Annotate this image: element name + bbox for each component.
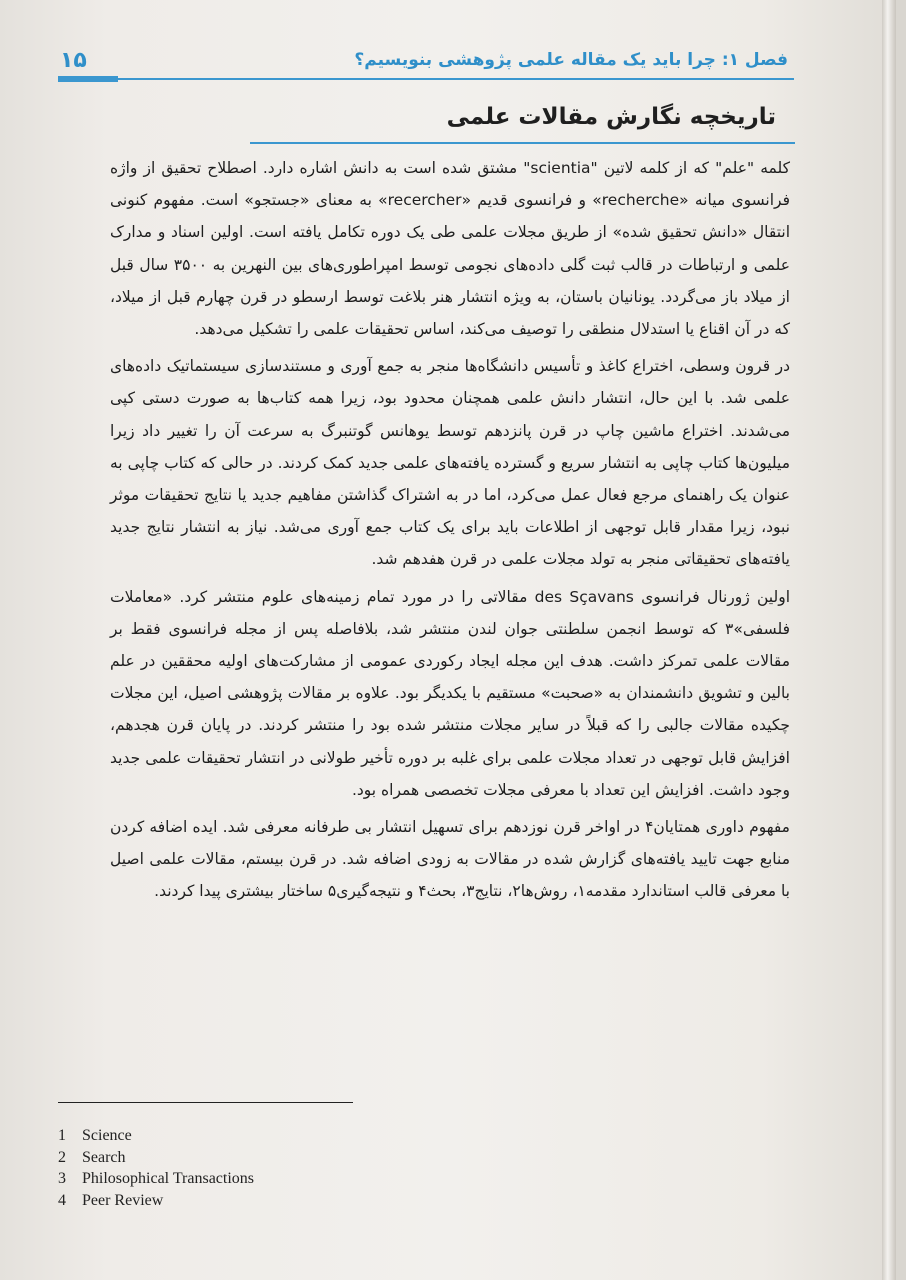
section-title: تاریخچه نگارش مقالات علمی [446, 104, 776, 130]
footnote-number: 1 [58, 1127, 66, 1144]
footnote-item [58, 1190, 358, 1212]
footnote-text: Philosophical Transactions [82, 1170, 255, 1187]
footnote-item [58, 1168, 358, 1190]
page-number: ۱۵ [60, 48, 87, 73]
header-rule-accent [58, 76, 118, 82]
running-header [58, 46, 794, 76]
footnotes [58, 1102, 358, 1211]
footnote-number: 2 [58, 1148, 66, 1166]
footnote-item [58, 1125, 358, 1147]
footnote-number: 4 [58, 1191, 66, 1209]
footnote-number: 3 [58, 1170, 66, 1187]
body-text [110, 152, 790, 913]
footnote-text: Search [82, 1148, 126, 1166]
footnote-text: Peer Review [82, 1191, 164, 1209]
footnote-item [58, 1147, 358, 1169]
header-rule [58, 78, 794, 80]
page-edge [882, 0, 896, 1280]
paragraph: کلمه "علم" که از کلمه لاتین "scientia" مشتق شده است به دانش اشاره دارد. اصطلاح تحقیق از واژه فرانسوی میانه «recherche» و فرانسوی قدیم «recercher» به معنای «جستجو» است. مفهوم کنونی انتقال «دانش تحقیق شده» از طریق مجلات علمی طی یک دوره تکامل یافته است. اولین اسناد و مدارک علمی و ارتباطات در قالب ثبت گلی داده‌های نجومی توسط امپراطوری‌های بین النهرین به ۳۵۰۰ سال قبل از میلاد باز می‌گردد. یونانیان باستان، به ویژه انتشار هنر بلاغت توسط ارسطو در قرن چهارم قبل از میلاد، که در آن اقناع یا استدلال منطقی را توصیف می‌کند، اساس تحقیقات علمی را تشکیل می‌دهد. [110, 159, 790, 339]
footnote-rule [58, 1102, 353, 1103]
paragraph: در قرون وسطی، اختراع کاغذ و تأسیس دانشگاه‌ها منجر به جمع آوری و مستندسازی سیستماتیک داده‌های علمی شد. با این حال، انتشار دانش علمی همچنان محدود بود، زیرا همه کتاب‌ها به صورت دستی کپی می‌شدند. اختراع ماشین چاپ در قرن پانزدهم توسط یوهانس گوتنبرگ به سرعت آن را تغییر داد زیرا میلیون‌ها کتاب چاپی به انتشار سریع و گسترده یافته‌های علمی جدید کمک کردند. در حالی که کتاب چاپی به عنوان یک راهنمای مرجع فعال عمل می‌کرد، اما در به اشتراک گذاشتن مفاهیم جدید یا نتایج تحقیقات موثر نبود، زیرا مقدار قابل توجهی از اطلاعات باید برای یک کتاب جمع آوری می‌شد. نیاز به انتشار نتایج جدید یافته‌های تحقیقاتی منجر به تولد مجلات علمی در قرن هفدهم شد. [110, 357, 790, 569]
chapter-title: فصل ۱: چرا باید یک مقاله علمی پژوهشی بنویسیم؟ [354, 50, 788, 70]
section-title-rule [250, 142, 795, 144]
paragraph: مفهوم داوری همتایان۴ در اواخر قرن نوزدهم برای تسهیل انتشار بی طرفانه معرفی شد. ایده اضافه کردن منابع جهت تایید یافته‌های گزارش شده در مقالات به زودی اضافه شد. در قرن بیستم، مقالات علمی اصیل با معرفی قالب استاندارد مقدمه۱، روش‌ها۲، نتایج۳، بحث۴ و نتیجه‌گیری۵ ساختار بیشتری پیدا کردند. [110, 818, 790, 901]
paragraph: اولین ژورنال فرانسوی des Sçavans مقالاتی را در مورد تمام زمینه‌های علوم منتشر کرد. «معاملات فلسفی»۳ که توسط انجمن سلطنتی جوان لندن منتشر شد، بلافاصله پس از مجله فرانسوی فقط بر مقالات علمی تمرکز داشت. هدف این مجله ایجاد رکوردی عمومی از مشارکت‌های اولیه محققین در علم بالین و تشویق دانشمندان به «صحبت» مستقیم با یکدیگر بود. علاوه بر مقالات پژوهشی اصیل، این مجلات چکیده مقالات جالبی را که قبلاً در سایر مجلات منتشر شده بود را منتشر کردند. در پایان قرن هجدهم، افزایش قابل توجهی در تعداد مجلات علمی برای غلبه بر دوره تأخیر طولانی در انتشار تحقیقات علمی جدید وجود داشت. افزایش این تعداد با معرفی مجلات تخصصی همراه بود. [110, 587, 790, 799]
footnote-text: Science [82, 1127, 132, 1144]
